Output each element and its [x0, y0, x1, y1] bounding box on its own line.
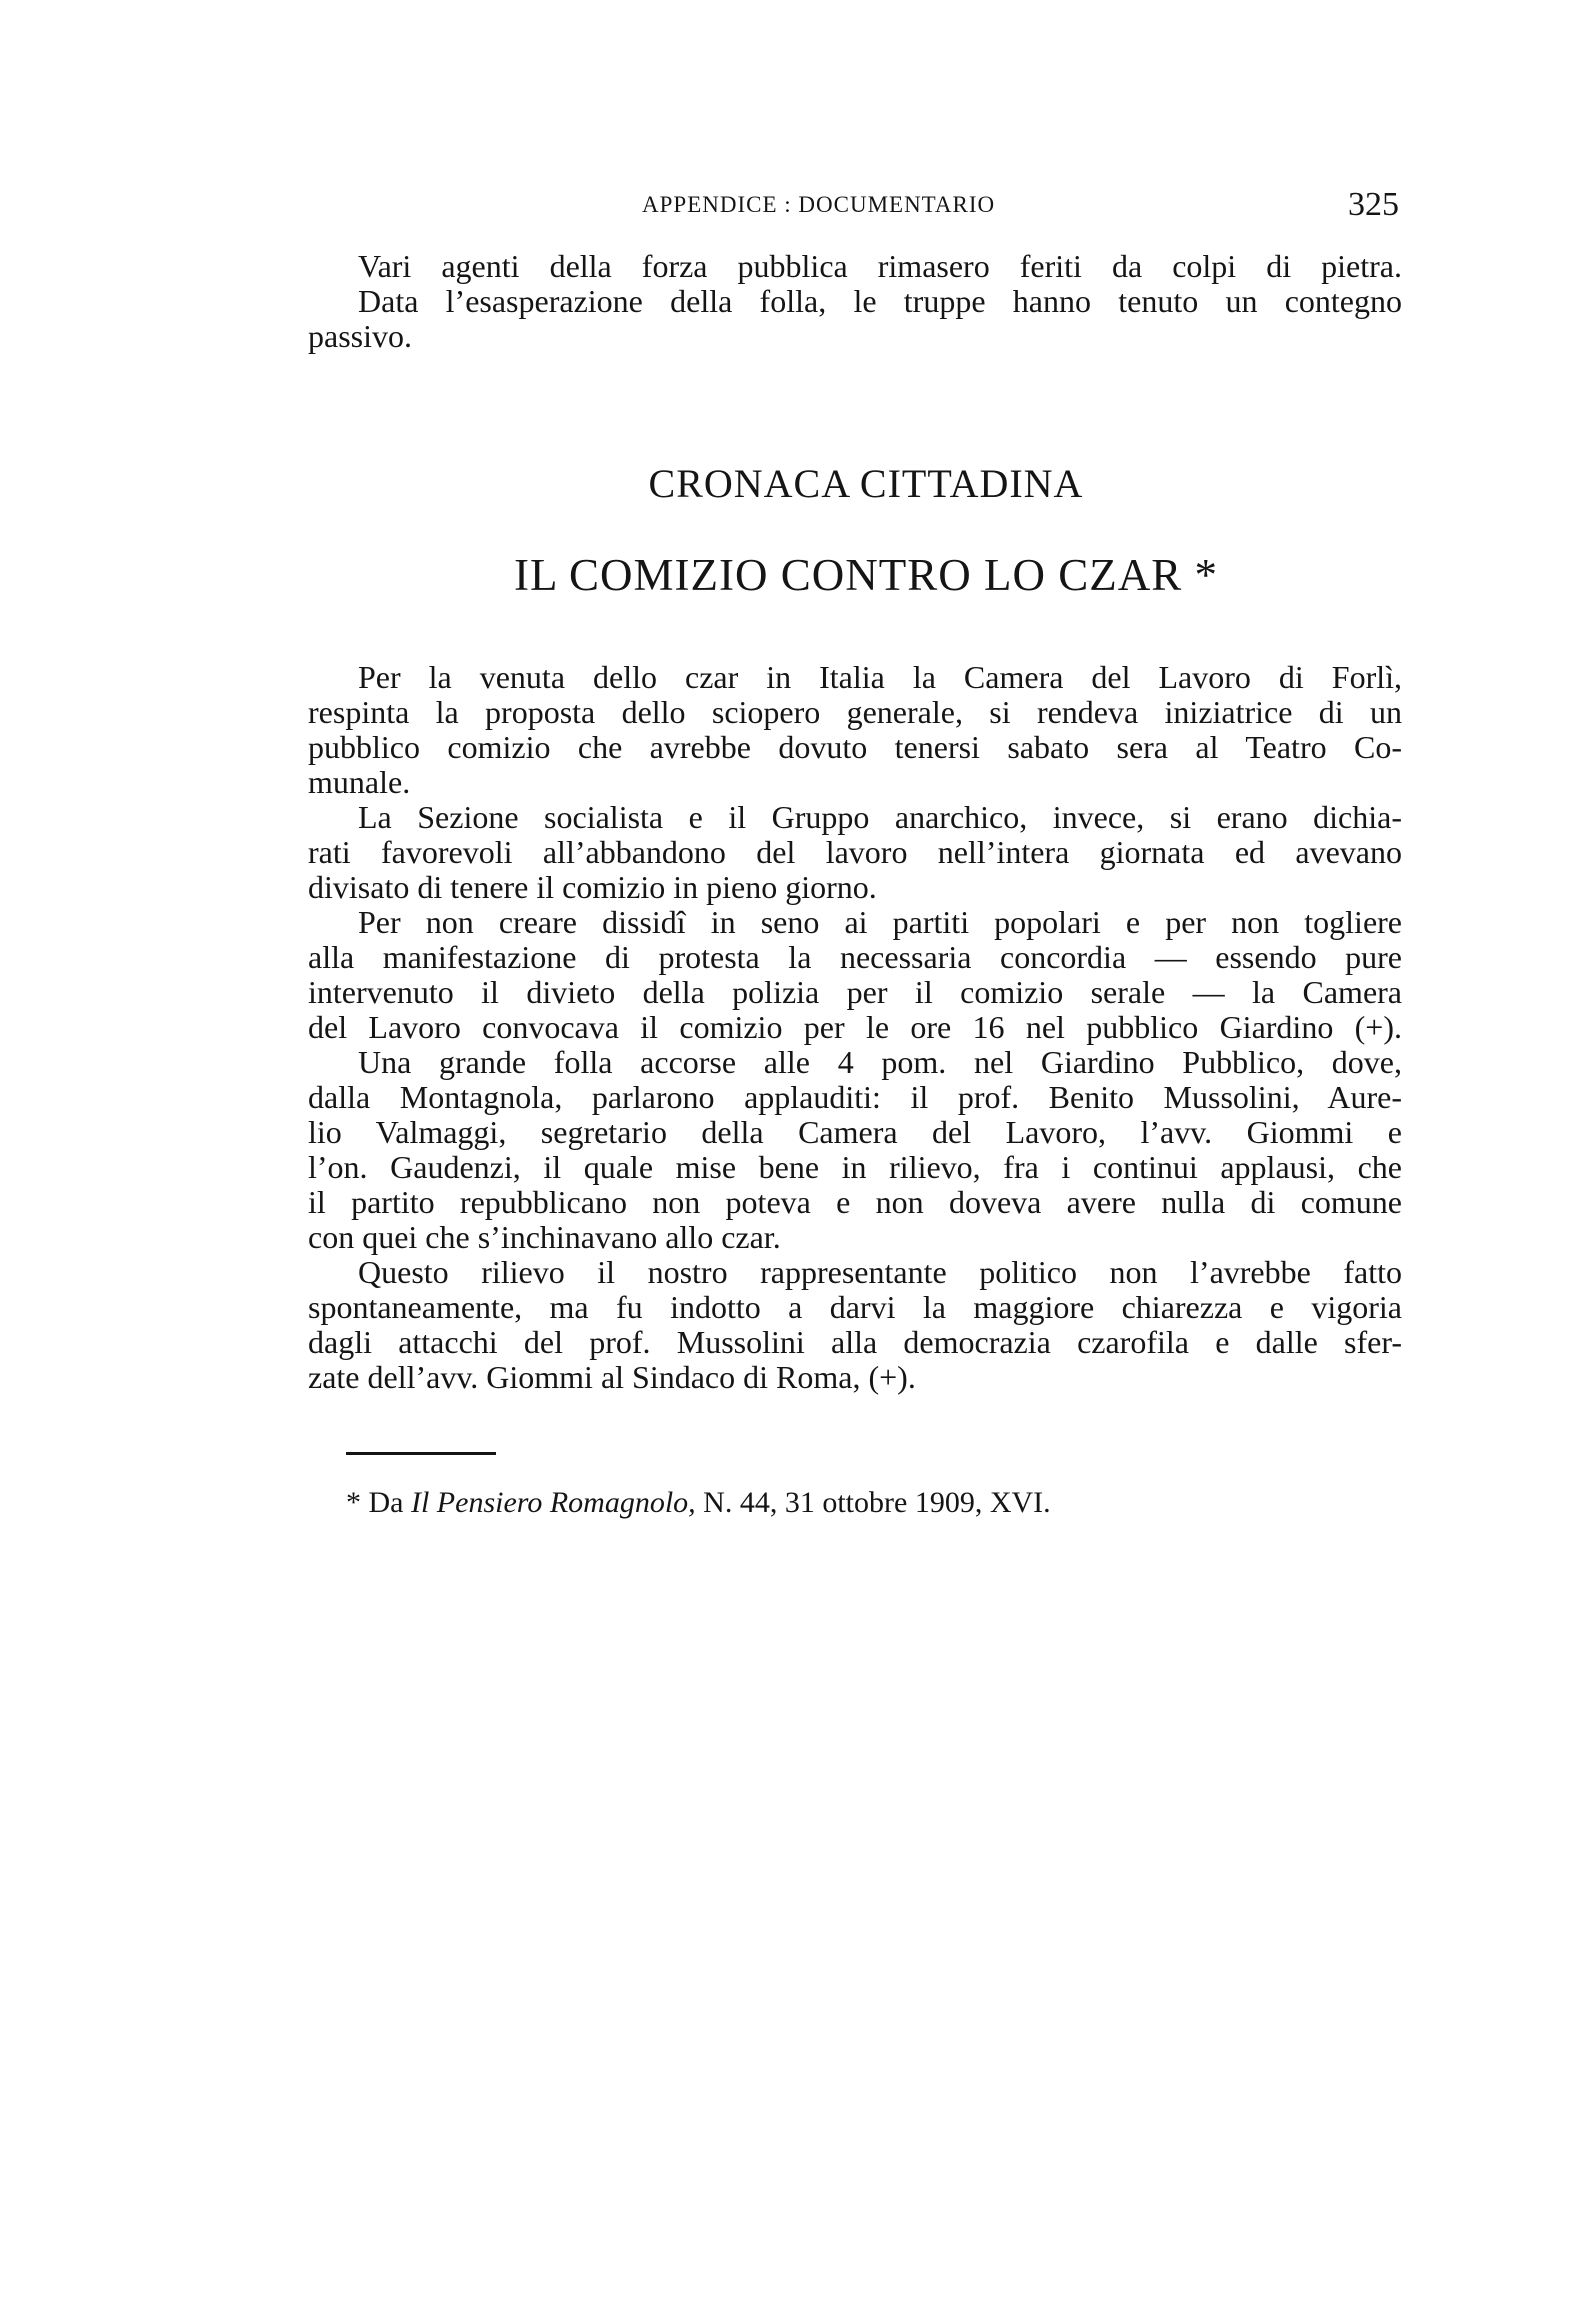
text-line: Una grande folla accorse alle 4 pom. nel Giardino Pubblico, dove,	[358, 1044, 1402, 1080]
footnote-rule	[346, 1452, 496, 1455]
text-line: respinta la proposta dello sciopero generale, si rendeva iniziatrice di un	[308, 694, 1402, 730]
text-line: con quei che s’inchinavano allo czar.	[308, 1219, 781, 1255]
page-number: 325	[1348, 186, 1399, 223]
text-line: Per non creare dissidî in seno ai partiti popolari e per non togliere	[358, 904, 1402, 940]
text-line: dalla Montagnola, parlarono applauditi: il prof. Benito Mussolini, Aure-	[308, 1079, 1402, 1115]
text-line: l’on. Gaudenzi, il quale mise bene in rilievo, fra i continui applausi, che	[308, 1149, 1402, 1185]
text-line: del Lavoro convocava il comizio per le ore 16 nel pubblico Giardino (+).	[308, 1009, 1402, 1045]
source-details: N. 44, 31 ottobre 1909, XVI.	[695, 1486, 1051, 1519]
running-title: APPENDICE : DOCUMENTARIO	[642, 192, 996, 217]
text-line: Data l’esasperazione della folla, le truppe hanno tenuto un contegno	[358, 283, 1402, 319]
text-line: passivo.	[308, 318, 412, 354]
article-heading: IL COMIZIO CONTRO LO CZAR *	[513, 550, 1219, 600]
footnote-marker: * Da	[346, 1486, 411, 1519]
text-line: dagli attacchi del prof. Mussolini alla democrazia czarofila e dalle sfer-	[308, 1324, 1402, 1360]
text-line: Per la venuta dello czar in Italia la Camera del Lavoro di Forlì,	[358, 659, 1402, 695]
text-line: Vari agenti della forza pubblica rimasero feriti da colpi di pietra.	[358, 248, 1402, 284]
text-line: spontaneamente, ma fu indotto a darvi la maggiore chiarezza e vigoria	[308, 1289, 1402, 1325]
text-line: pubblico comizio che avrebbe dovuto tenersi sabato sera al Teatro Co-	[308, 729, 1402, 765]
opening-fragment	[308, 249, 1402, 354]
text-line: Questo rilievo il nostro rappresentante politico non l’avrebbe fatto	[358, 1254, 1402, 1290]
text-line: intervenuto il divieto della polizia per il comizio serale — la Camera	[308, 974, 1402, 1010]
text-line: munale.	[308, 764, 411, 800]
text-line: zate dell’avv. Giommi al Sindaco di Roma, (+).	[308, 1359, 916, 1395]
article-body	[308, 660, 1402, 1395]
section-heading: CRONACA CITTADINA	[648, 461, 1084, 506]
text-line: La Sezione socialista e il Gruppo anarchico, invece, si erano dichia-	[358, 799, 1402, 835]
text-line: lio Valmaggi, segretario della Camera del Lavoro, l’avv. Giommi e	[308, 1114, 1402, 1150]
footnote	[346, 1486, 1051, 1520]
text-line: il partito repubblicano non poteva e non doveva avere nulla di comune	[308, 1184, 1402, 1220]
source-title: Il Pensiero Romagnolo,	[410, 1486, 696, 1519]
text-line: alla manifestazione di protesta la necessaria concordia — essendo pure	[308, 939, 1402, 975]
running-header	[642, 186, 1402, 236]
text-line: rati favorevoli all’abbandono del lavoro nell’intera giornata ed avevano	[308, 834, 1402, 870]
text-line: divisato di tenere il comizio in pieno giorno.	[308, 869, 877, 905]
